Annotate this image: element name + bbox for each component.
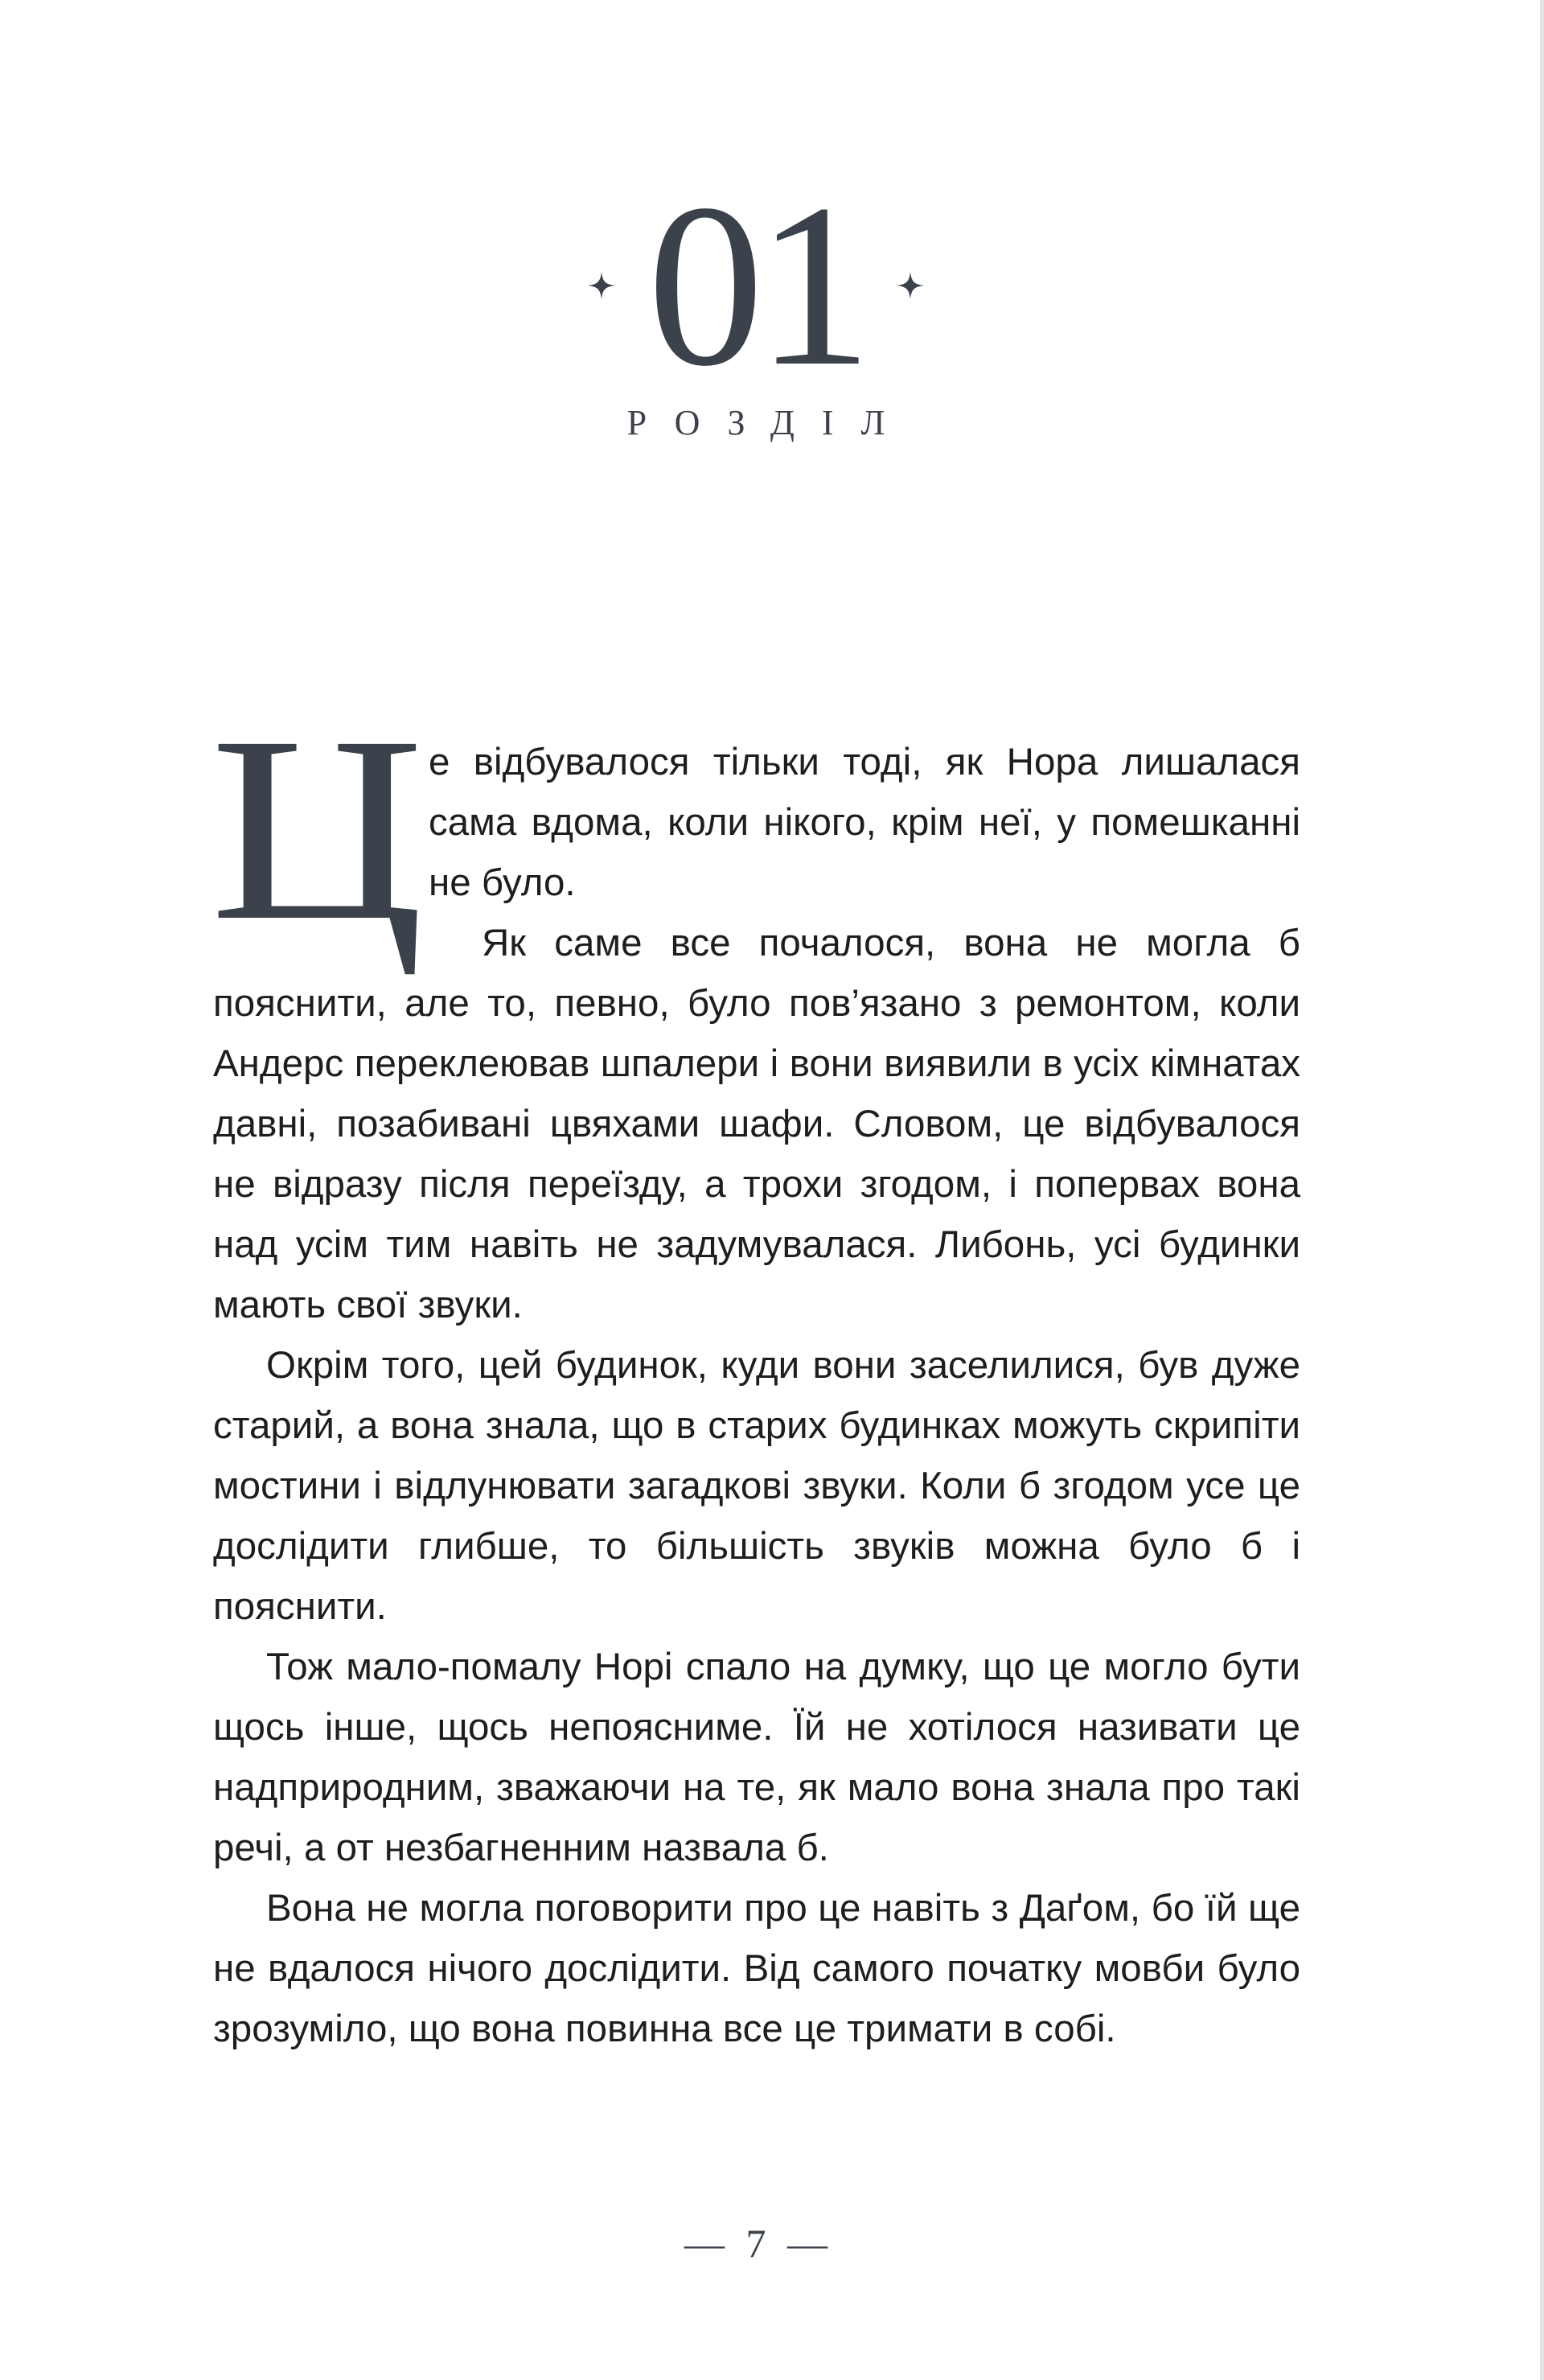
drop-cap	[210, 682, 425, 976]
drop-cap-letter: Ц	[210, 682, 425, 976]
paragraph-5: Вона не могла поговорити про це навіть з Даґом, бо їй ще не вдалося нічого дослідити. Від самого початку мовби було зрозуміло, що вона повинна все це тримати в собі.	[213, 1887, 1300, 2050]
paragraph-2	[213, 913, 1300, 1335]
four-point-star-icon	[895, 270, 926, 301]
paragraph-3: Окрім того, цей будинок, куди вони заселилися, був дуже старий, а вона знала, що в старих будинках можуть скрипіти мостини і відлунювати загадкові звуки. Коли б згодом усе це дослідити глибше, то більшість звуків можна було б і пояснити.	[213, 1344, 1300, 1628]
chapter-heading	[0, 156, 1512, 443]
four-point-star-icon	[586, 270, 617, 301]
paragraph-1: е відбувалося тільки тоді, як Нора лишалася сама вдома, коли нікого, крім неї, у помешканні не було.	[429, 741, 1300, 904]
page-number: — 7 —	[684, 2221, 827, 2266]
paragraph-4: Тож мало-помалу Норі спало на думку, що це могло бути щось інше, щось непояснимe. Їй не хотілося називати це надприродним, зважаючи на те, як мало вона знала про такі речі, а от незбагненним назвала б.	[213, 1646, 1300, 1869]
chapter-number: 01	[647, 156, 864, 414]
paragraph-2-text: Як саме все почалося, вона не могла б пояснити, але то, певно, було пов’язано з ремонтом, коли Андерс переклеював шпалери і вони виявили в усіх кімнатах давні, позабивані цвяхами шафи. Словом, це відбувалося не відразу після переїзду, а трохи згодом, і попервах вона над усім тим навіть не задумувалася. Либонь, усі будинки мають свої звуки.	[213, 922, 1300, 1326]
chapter-label: РОЗДІЛ	[626, 403, 913, 442]
page-edge	[1540, 0, 1544, 2380]
chapter-number-row	[0, 156, 1512, 414]
chapter-body	[210, 682, 1300, 2059]
